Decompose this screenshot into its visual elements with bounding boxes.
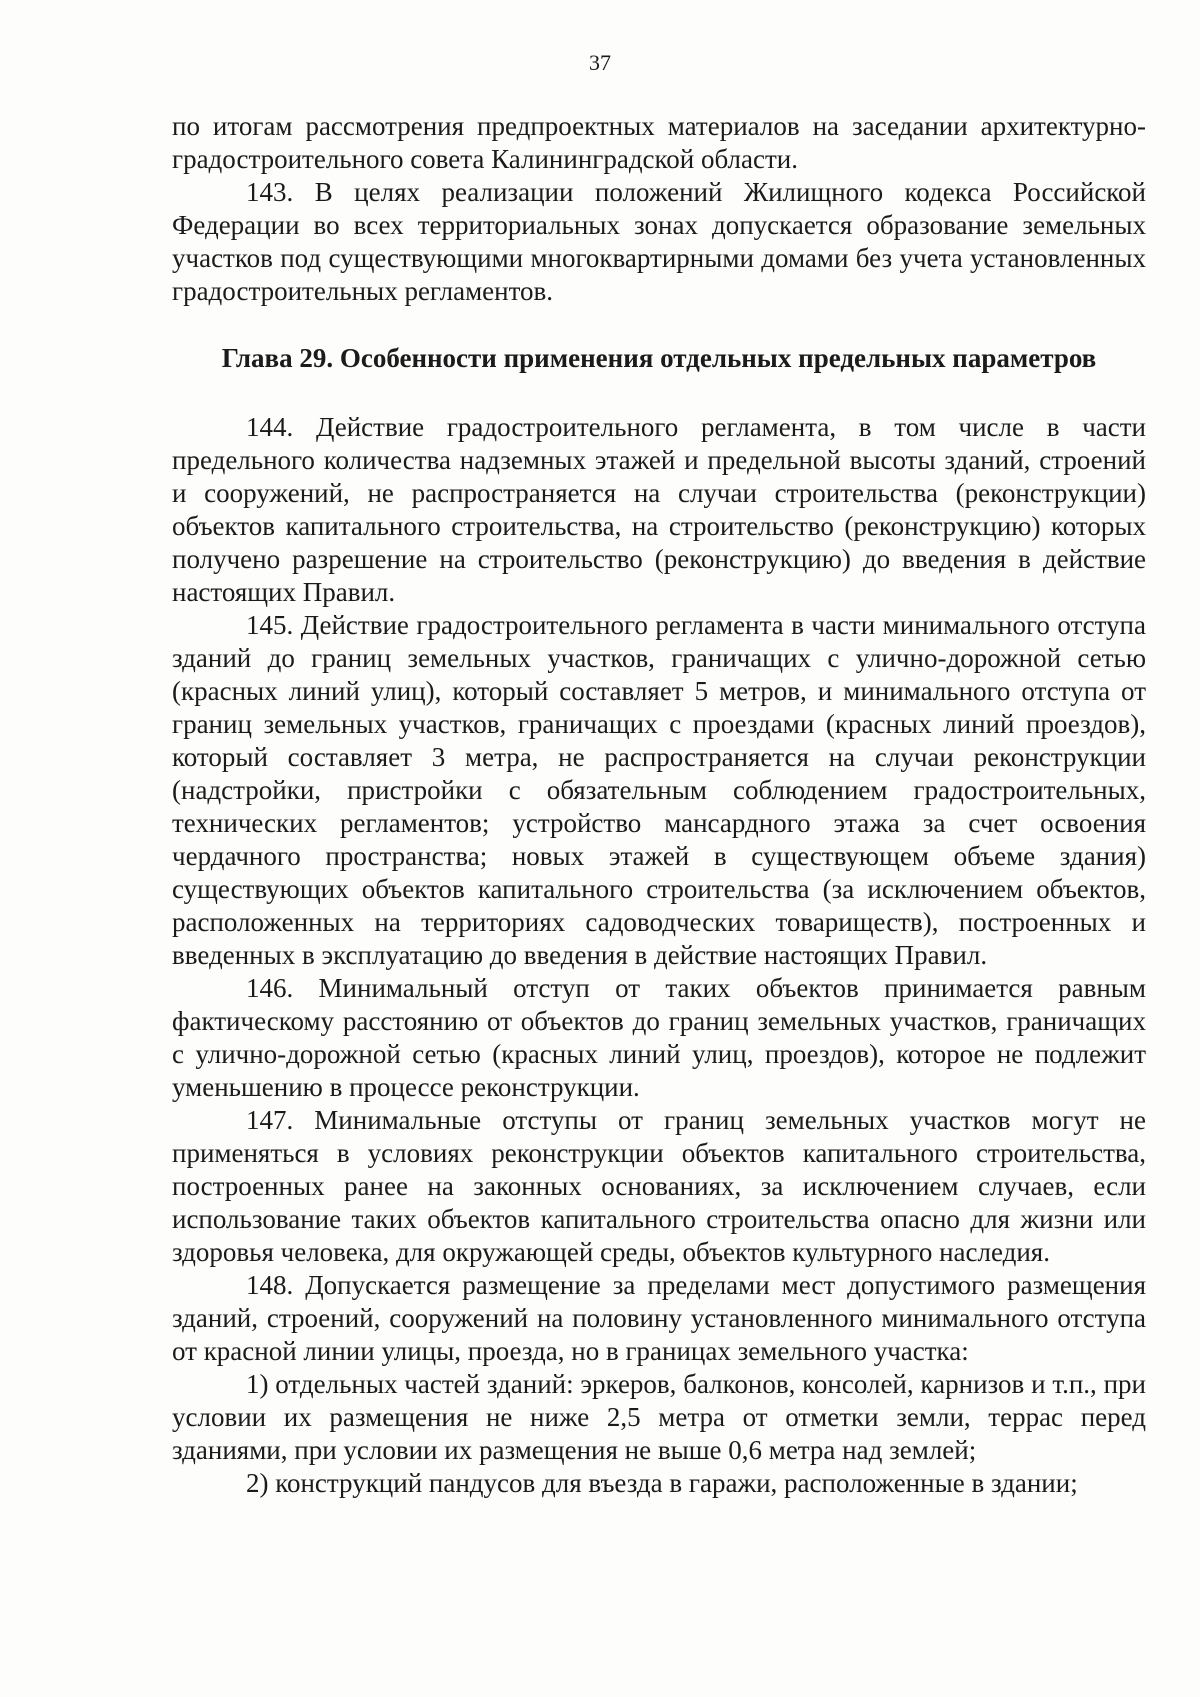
paragraph-143: 143. В целях реализации положений Жилищного кодекса Российской Федерации во всех территориальных зонах допускается образование земельных участков под существующими многоквартирными домами без учета установленных градостроительных регламентов. (172, 177, 1146, 306)
paragraph-144: 144. Действие градостроительного регламента, в том числе в части предельного количества надземных этажей и предельной высоты зданий, строений и сооружений, не распространяется на случаи строительства (реконструкции) объектов капитального строительства, на строительство (реконструкцию) которых получено разрешение на строительство (реконструкцию) до введения в действие настоящих Правил. (172, 412, 1146, 607)
paragraph-146: 146. Минимальный отступ от таких объектов принимается равным фактическому расстоянию от объектов до границ земельных участков, граничащих с улично-дорожной сетью (красных линий улиц, проездов), которое не подлежит уменьшению в процессе реконструкции. (172, 973, 1146, 1102)
paragraph-148: 148. Допускается размещение за пределами мест допустимого размещения зданий, строений, сооружений на половину установленного минимального отступа от красной линии улицы, проезда, но в границах земельного участка: (172, 1270, 1146, 1366)
page-number: 37 (589, 50, 611, 75)
list-item-1: 1) отдельных частей зданий: эркеров, балконов, консолей, карнизов и т.п., при условии их размещения не ниже 2,5 метра от отметки земли, террас перед зданиями, при условии их размещения не выше 0,6 метра над землей; (172, 1369, 1146, 1465)
paragraph-145: 145. Действие градостроительного регламента в части минимального отступа зданий до границ земельных участков, граничащих с улично-дорожной сетью (красных линий улиц), который составляет 5 метров, и минимального отступа от границ земельных участков, граничащих с проездами (красных линий проездов), который составляет 3 метра, не распространяется на случаи реконструкции (надстройки, пристройки с обязательным соблюдением градостроительных, технических регламентов; устройство мансардного этажа за счет освоения чердачного пространства; новых этажей в существующем объеме здания) существующих объектов капитального строительства (за исключением объектов, расположенных на территориях садоводческих товариществ), построенных и введенных в эксплуатацию до введения в действие настоящих Правил. (172, 610, 1146, 970)
list-item-2: 2) конструкций пандусов для въезда в гаражи, расположенные в здании; (246, 1468, 1078, 1498)
document-body (172, 110, 1146, 1500)
paragraph-continuation: по итогам рассмотрения предпроектных материалов на заседании архитектурно-градостроительного совета Калининградской области. (172, 111, 1146, 174)
paragraph-147: 147. Минимальные отступы от границ земельных участков могут не применяться в условиях реконструкции объектов капитального строительства, построенных ранее на законных основаниях, за исключением случаев, если использование таких объектов капитального строительства опасно для жизни или здоровья человека, для окружающей среды, объектов культурного наследия. (172, 1105, 1146, 1267)
chapter-heading: Глава 29. Особенности применения отдельных предельных параметров (221, 343, 1097, 373)
